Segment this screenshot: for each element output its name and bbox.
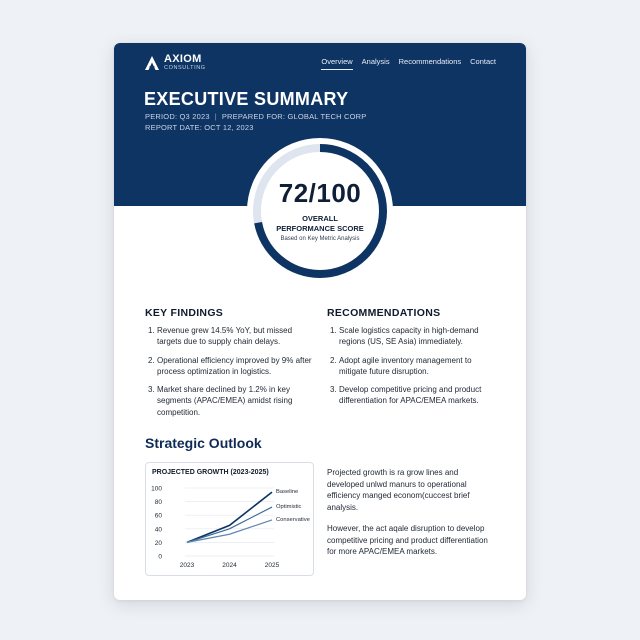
brand-name: AXIOM <box>164 53 202 65</box>
item-number: 3. <box>330 385 337 395</box>
x-tick-label: 2024 <box>222 562 237 569</box>
list-item <box>145 384 317 418</box>
strategic-outlook-heading: Strategic Outlook <box>145 435 262 451</box>
brand-logo[interactable] <box>144 54 206 72</box>
outlook-paragraph-1: Projected growth is ra grow lines and developed unlwd manurs to operational efficiency manged econom(cuccest brief analysis. <box>327 468 470 512</box>
series-line-conservative <box>187 520 272 542</box>
series-label: Baseline <box>276 489 299 496</box>
y-tick-label: 80 <box>154 499 162 507</box>
y-tick-label: 0 <box>158 553 162 561</box>
axiom-logo-icon <box>144 55 160 71</box>
projected-growth-chart <box>145 462 314 576</box>
y-tick-label: 60 <box>154 512 162 520</box>
item-text: Market share declined by 1.2% in key segments (APAC/EMEA) amidst rising competition. <box>157 385 293 417</box>
x-tick-label: 2025 <box>264 562 280 569</box>
score-sublabel: Based on Key Metric Analysis <box>280 236 360 242</box>
item-text: Adopt agile inventory management to mitigate future disruption. <box>339 355 472 376</box>
meta-divider: | <box>214 112 217 121</box>
top-nav <box>321 57 496 70</box>
y-tick-label: 100 <box>151 485 162 493</box>
item-number: 2. <box>330 355 337 365</box>
x-tick-label: 2023 <box>179 562 195 569</box>
prepared-for: PREPARED FOR: GLOBAL TECH CORP <box>221 112 367 121</box>
score-label-line-1: OVERALL <box>302 214 338 223</box>
list-item <box>145 325 317 348</box>
item-number: 2. <box>148 355 155 365</box>
report-meta-line-1 <box>145 112 367 121</box>
item-number: 3. <box>148 385 155 395</box>
list-item <box>327 384 497 407</box>
report-date: REPORT DATE: OCT 12, 2023 <box>145 123 254 132</box>
gauge-ring <box>247 138 393 284</box>
score-label <box>247 214 393 234</box>
key-findings-heading: KEY FINDINGS <box>145 307 224 319</box>
recommendations-heading: RECOMMENDATIONS <box>327 307 441 319</box>
nav-contact[interactable]: Contact <box>470 57 496 66</box>
score-value: 72/100 <box>278 178 362 208</box>
score-label-line-2: PERFORMANCE SCORE <box>276 224 364 233</box>
nav-recommendations[interactable]: Recommendations <box>398 57 462 66</box>
list-item <box>327 325 497 348</box>
item-number: 1. <box>330 326 337 335</box>
y-tick-label: 20 <box>154 539 162 547</box>
chart-title: PROJECTED GROWTH (2023-2025) <box>152 469 269 476</box>
series-label: Optimistic <box>276 504 302 511</box>
performance-score-gauge <box>247 138 393 284</box>
series-line-baseline <box>187 492 272 542</box>
line-chart <box>146 463 315 577</box>
list-item <box>327 355 497 378</box>
series-label: Conservative <box>276 516 310 523</box>
item-text: Scale logistics capacity in high-demand regions (US, SE Asia) immediately. <box>339 326 479 347</box>
item-number: 1. <box>148 326 155 335</box>
nav-analysis[interactable]: Analysis <box>361 57 390 66</box>
outlook-paragraph-2: However, the act aqale disruption to develop competitive pricing and product differentiation for more APAC/EMEA markets. <box>327 524 488 556</box>
nav-overview[interactable]: Overview <box>321 57 352 70</box>
report-card <box>114 43 526 600</box>
y-tick-label: 40 <box>154 526 162 534</box>
list-item <box>145 355 317 378</box>
key-findings-list <box>145 325 317 425</box>
brand-subtitle: CONSULTING <box>164 65 206 71</box>
item-text: Operational efficiency improved by 9% after process optimization in logistics. <box>157 355 312 376</box>
page-title: EXECUTIVE SUMMARY <box>144 89 349 109</box>
item-text: Revenue grew 14.5% YoY, but missed targets due to supply chain delays. <box>157 326 293 347</box>
recommendations-list <box>327 325 497 414</box>
report-period: PERIOD: Q3 2023 <box>145 112 210 121</box>
item-text: Develop competitive pricing and product differentiation for APAC/EMEA markets. <box>339 385 482 406</box>
